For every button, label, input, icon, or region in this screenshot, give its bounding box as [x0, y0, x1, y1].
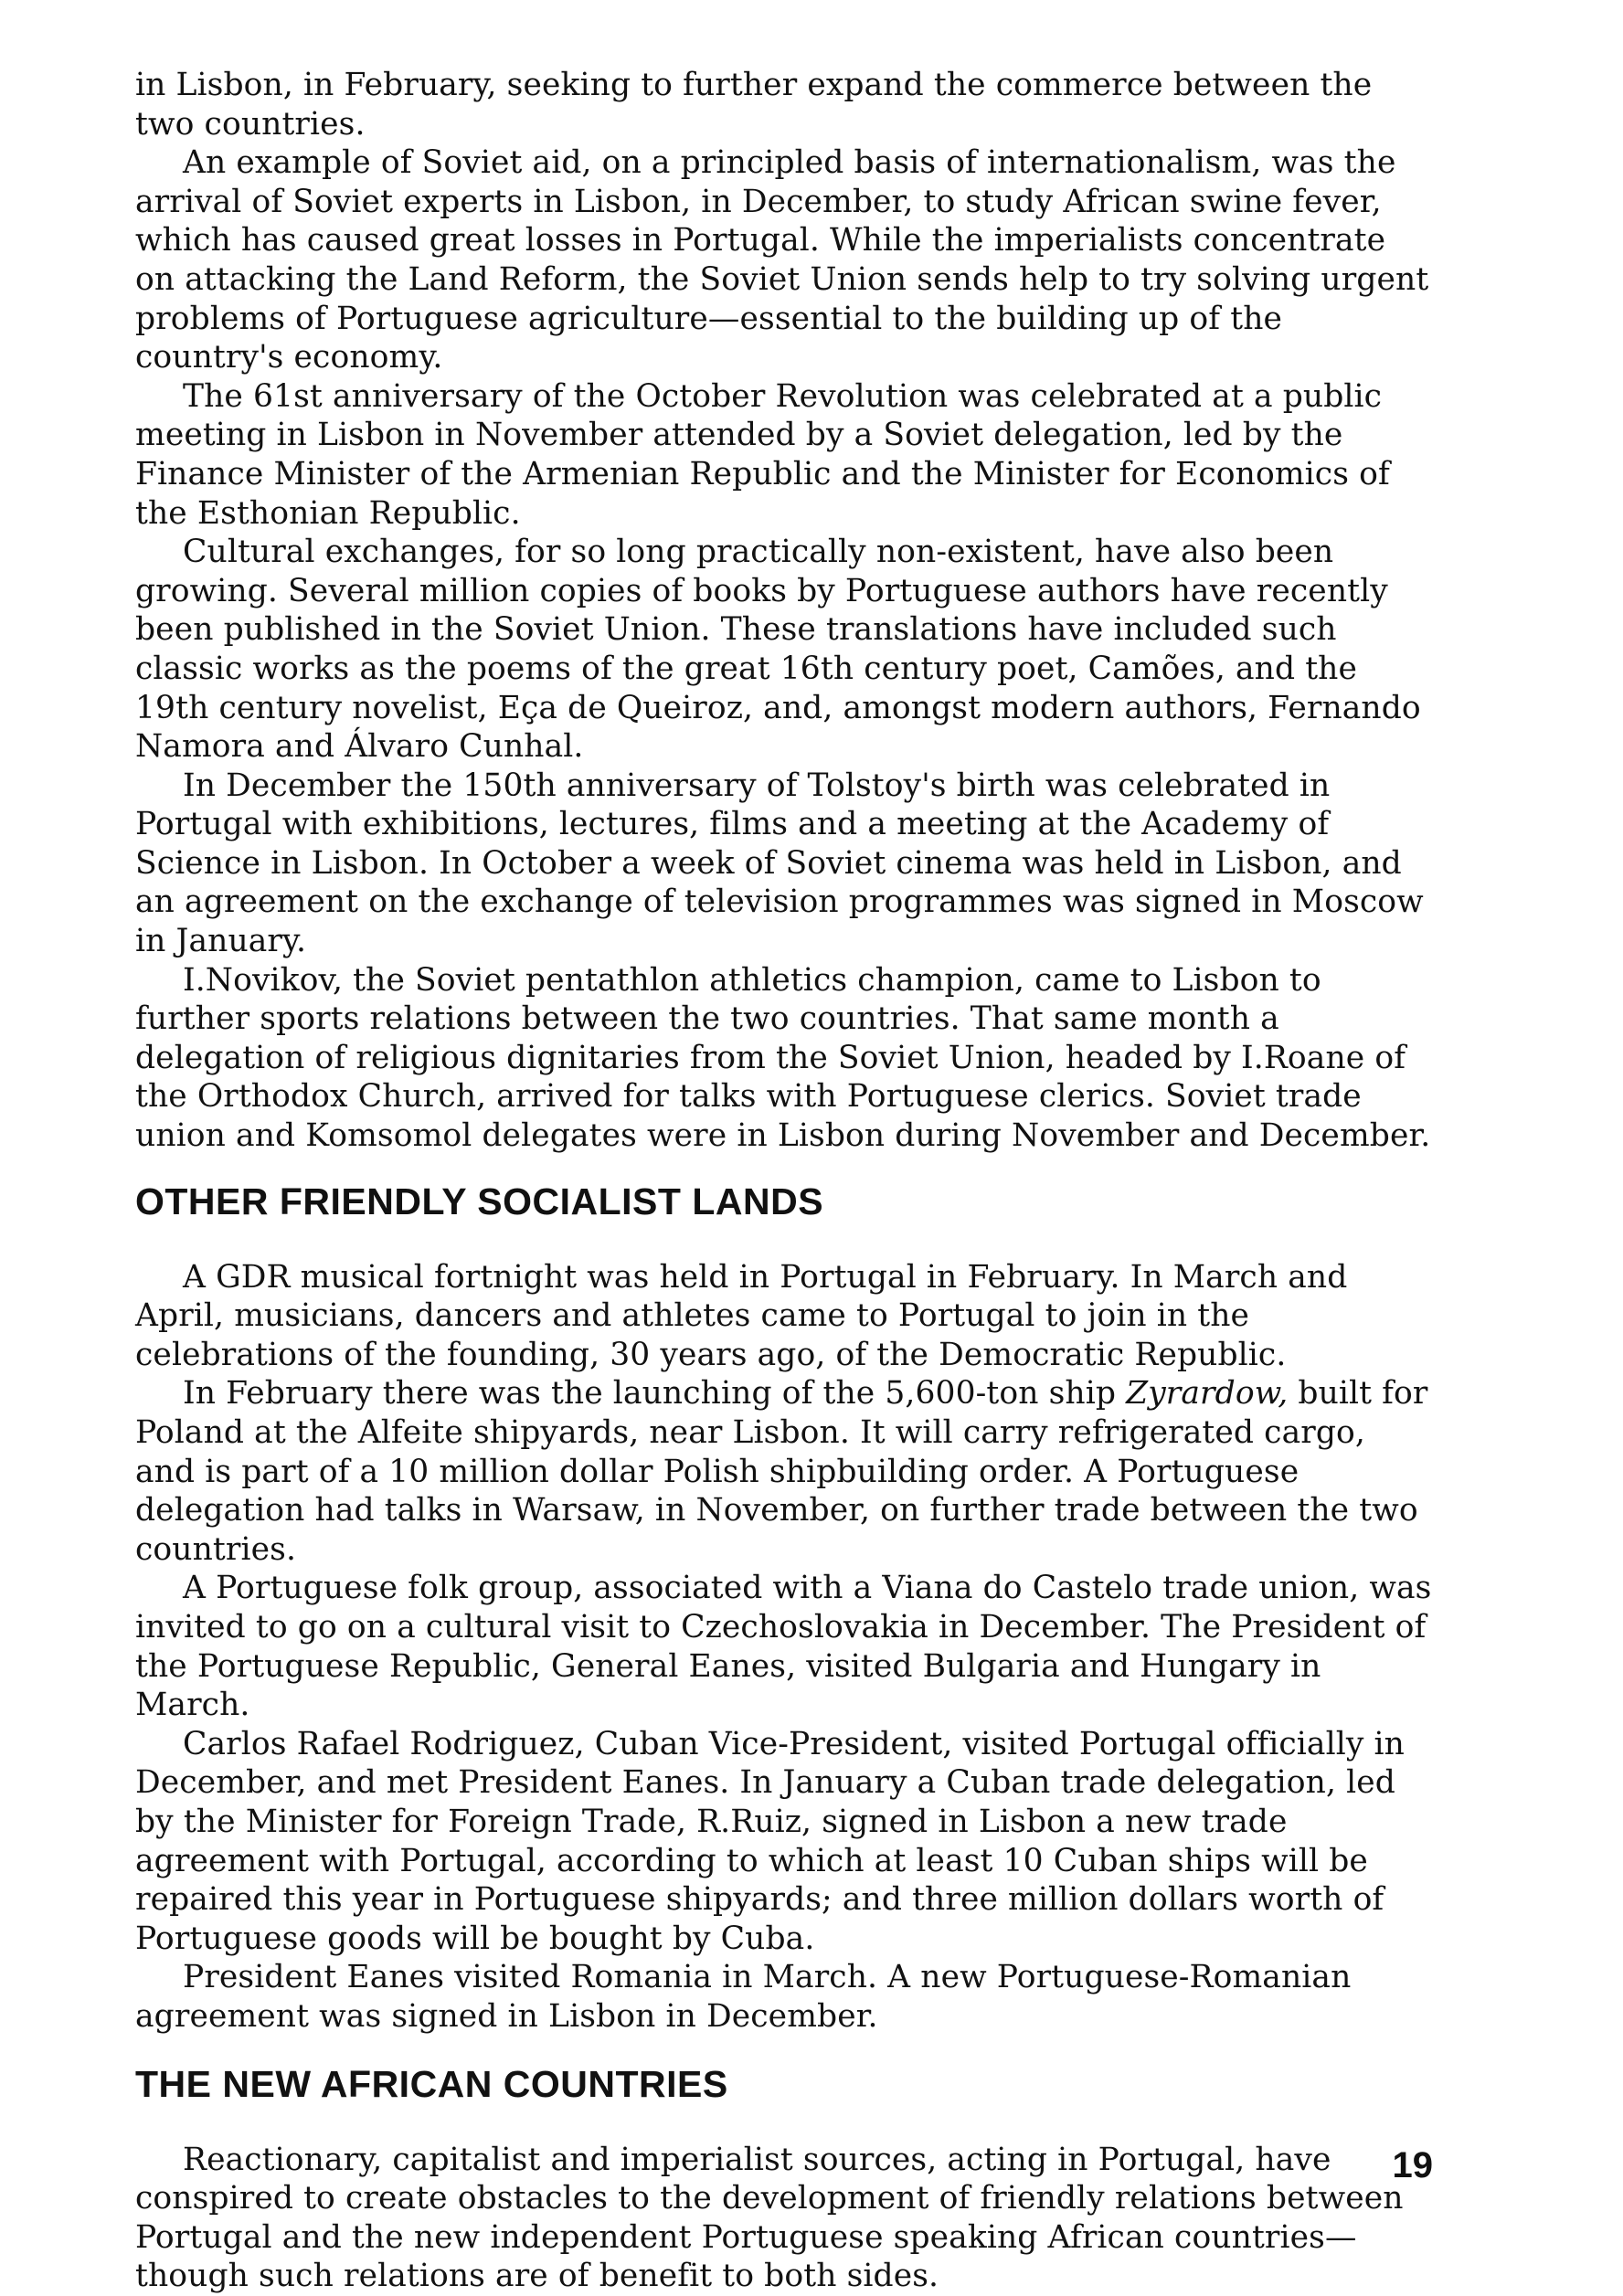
- section-heading-socialist-lands: OTHER FRIENDLY SOCIALIST LANDS: [135, 1180, 824, 1222]
- paragraph-soviet-aid: An example of Soviet aid, on a principled basis of internationalism, was the arrival of Soviet experts in Lisbon, in December, to study African swine fever, which has caused great losses in Portugal. While the imperialists concentrate on attacking the Land Reform, the Soviet Union sends help to try solving urgent problems of Portuguese agriculture—essential to the building up of the country's economy.: [135, 144, 1429, 376]
- page-number: 19: [1392, 2145, 1433, 2185]
- paragraph-october-revolution: The 61st anniversary of the October Revolution was celebrated at a public meeting in Lisbon in November attended by a Soviet delegation, led by the Finance Minister of the Armenian Republic and the Minister for Economics of the Esthonian Republic.: [135, 377, 1390, 532]
- paragraph-gdr-fortnight: A GDR musical fortnight was held in Portugal in February. In March and April, musicians, dancers and athletes came to Portugal to join in the celebrations of the founding, 30 years ago, of the Democratic Republic.: [135, 1258, 1348, 1373]
- ship-name: Zyrardow,: [1126, 1375, 1289, 1413]
- paragraph-ship-launch: [135, 1374, 1433, 1569]
- paragraph-cuba: Carlos Rafael Rodriguez, Cuban Vice-President, visited Portugal officially in December, and met President Eanes. In January a Cuban trade delegation, led by the Minister for Foreign Trade, R.Ruiz, signed in Lisbon a new trade agreement with Portugal, according to which at least 10 Cuban ships will be repaired this year in Portuguese shipyards; and three million dollars worth of Portuguese goods will be bought by Cuba.: [135, 1725, 1405, 1957]
- paragraph-continuation: in Lisbon, in February, seeking to further expand the commerce between the two countries.: [135, 67, 1373, 143]
- paragraph-cultural-exchanges: Cultural exchanges, for so long practically non-existent, have also been growing. Several million copies of books by Portuguese authors have recently been published in the Soviet Union. These translations have included such classic works as the poems of the great 16th century poet, Camões, and the 19th century novelist, Eça de Queiroz, and, amongst modern authors, Fernando Namora and Álvaro Cunhal.: [135, 534, 1421, 766]
- paragraph-sports-religious: I.Novikov, the Soviet pentathlon athletics champion, came to Lisbon to further sports relations between the two countries. That same month a delegation of religious dignitaries from the Soviet Union, headed by I.Roane of the Orthodox Church, arrived for talks with Portuguese clerics. Soviet trade union and Komsomol delegates were in Lisbon during November and December.: [135, 961, 1431, 1155]
- paragraph-romania: President Eanes visited Romania in March. A new Portuguese-Romanian agreement was signed in Lisbon in December.: [135, 1959, 1352, 2035]
- paragraph-folk-group: A Portuguese folk group, associated with a Viana do Castelo trade union, was invited to go on a cultural visit to Czechoslovakia in December. The President of the Portuguese Republic, General Eanes, visited Bulgaria and Hungary in March.: [135, 1570, 1432, 1724]
- ship-text-before: In February there was the launching of the 5,600-ton ship: [183, 1375, 1127, 1413]
- paragraph-tolstoy-anniversary: In December the 150th anniversary of Tolstoy's birth was celebrated in Portugal with exhibitions, lectures, films and a meeting at the Academy of Science in Lisbon. In October a week of Soviet cinema was held in Lisbon, and an agreement on the exchange of television programmes was signed in Moscow in January.: [135, 767, 1424, 960]
- paragraph-african-relations: Reactionary, capitalist and imperialist sources, acting in Portugal, have conspired to create obstacles to the development of friendly relations between Portugal and the new independent Portuguese speaking African countries—though such relations are of benefit to both sides.: [135, 2141, 1404, 2295]
- text-column: [135, 66, 1433, 2296]
- section-heading-african-countries: THE NEW AFRICAN COUNTRIES: [135, 2062, 728, 2105]
- ship-text-after: built for Poland at the Alfeite shipyards, near Lisbon. It will carry refrigerated cargo, and is part of a 10 million dollar Polish shipbuilding order. A Portuguese delegation had talks in Warsaw, in November, on further trade between the two countries.: [135, 1375, 1428, 1568]
